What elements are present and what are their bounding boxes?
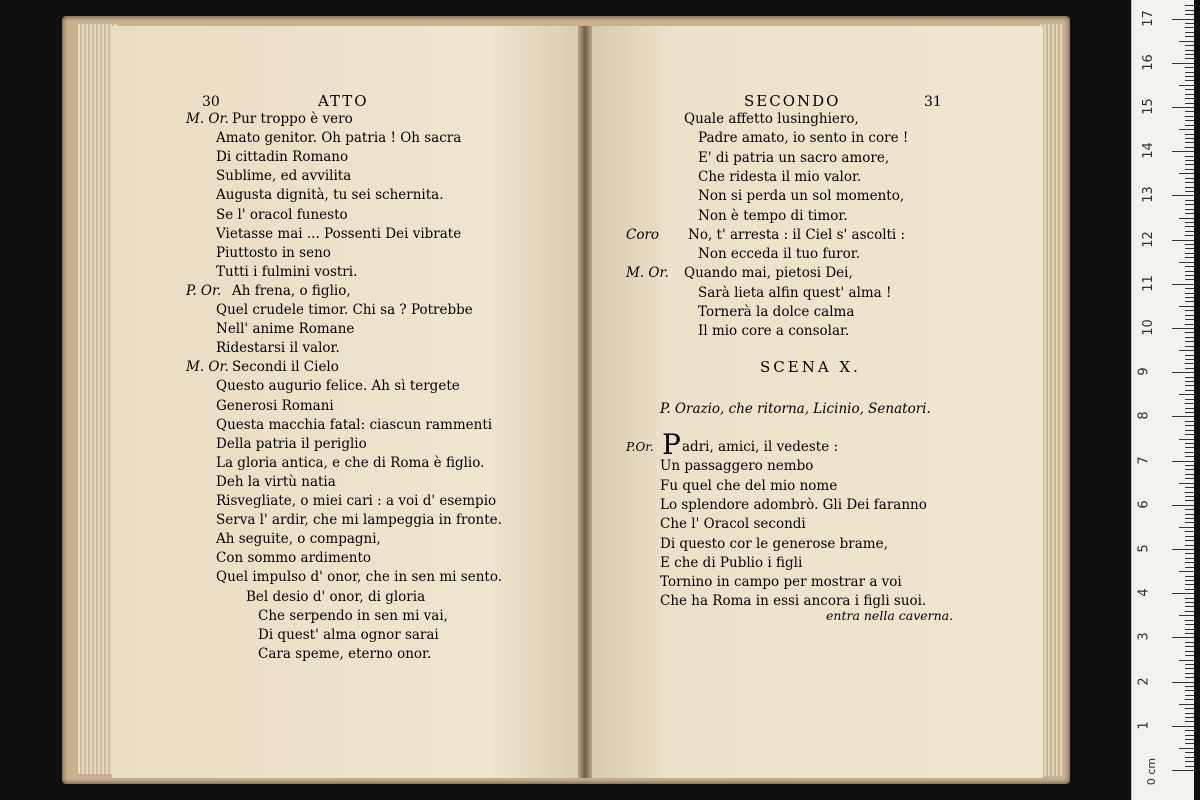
ruler-tick [1185,522,1194,523]
ruler-tick [1179,41,1194,42]
verse-line: Non si perda un sol momento, [698,188,905,205]
ruler-tick [1185,257,1194,258]
ruler-tick [1185,487,1194,488]
ruler-tick [1185,332,1194,333]
ruler-tick [1185,686,1194,687]
page-edges-right [1040,24,1064,776]
ruler-tick [1185,390,1194,391]
ruler-tick [1179,748,1194,749]
ruler-tick [1185,425,1194,426]
ruler-tick [1172,240,1194,241]
ruler-tick [1172,770,1194,771]
verse-line: Della patria il periglio [216,435,367,452]
verse-line: Nell' anime Romane [216,321,355,338]
verse-line: Serva l' ardir, che mi lampeggia in fronte. [216,512,502,529]
ruler-tick [1185,368,1194,369]
ruler-tick [1185,67,1194,68]
ruler-tick [1185,699,1194,700]
ruler-tick [1185,752,1194,753]
ruler-tick [1185,36,1194,37]
ruler-tick [1185,708,1194,709]
ruler-tick [1185,518,1194,519]
ruler-tick [1185,430,1194,431]
ruler-tick [1172,195,1194,196]
verse-line: Ridestarsi il valor. [216,340,340,357]
verse-line: Vietasse mai ... Possenti Dei vibrate [216,225,462,242]
ruler-tick [1185,120,1194,121]
ruler-tick [1185,111,1194,112]
verse-line: Che ha Roma in essi ancora i figli suoi. [660,593,927,610]
ruler-tick [1185,381,1194,382]
ruler-number: 4 [1136,588,1152,597]
ruler-tick [1185,182,1194,183]
ruler-tick [1185,23,1194,24]
verse-line: Generosi Romani [216,397,334,414]
ruler-tick [1172,726,1194,727]
verse-line: Fu quel che del mio nome [660,477,838,494]
ruler-tick [1185,359,1194,360]
ruler-tick [1179,439,1194,440]
ruler-tick [1185,58,1194,59]
ruler-tick [1185,421,1194,422]
ruler-number: 2 [1136,676,1152,686]
verse-line: Risvegliate, o miei cari : a voi d' esempio [216,493,497,509]
ruler-tick [1185,200,1194,201]
ruler-tick [1185,50,1194,51]
ruler-tick [1185,279,1194,280]
verse-line: E' di patria un sacro amore, [698,149,890,166]
ruler-tick [1185,589,1194,590]
ruler-tick [1172,505,1194,506]
verse-line: Sublime, ed avvilita [216,168,352,185]
ruler-number: 14 [1140,142,1156,159]
ruler-tick [1185,315,1194,316]
ruler-tick [1185,452,1194,453]
speaker-label: M. Or. [186,111,229,127]
ruler-tick [1185,492,1194,493]
ruler-tick [1185,235,1194,236]
ruler-tick [1185,191,1194,192]
ruler-tick [1185,138,1194,139]
ruler-tick [1179,306,1194,307]
ruler-unit-label: 0 cm [1145,757,1159,786]
ruler-tick [1185,721,1194,722]
speaker-label: P. Or. [186,282,222,299]
ruler-number: 3 [1136,632,1152,642]
verse-line: Di cittadin Romano [216,149,349,166]
speaker-label: M. Or. [186,359,229,376]
ruler-tick [1185,739,1194,740]
ruler-tick [1185,310,1194,311]
verse-line: Ah seguite, o compagni, [216,531,381,548]
ruler-tick [1185,253,1194,254]
verse-line: Il mio core a consolar. [698,323,850,340]
ruler-tick [1185,531,1194,532]
ruler-tick [1172,151,1194,152]
running-head-right: SECONDO [744,92,841,110]
drop-capital: P [662,428,681,461]
ruler-number: 5 [1136,544,1152,553]
book-gutter [578,26,592,778]
verse-line: Deh la virtù natia [216,473,336,490]
ruler-tick [1185,178,1194,179]
ruler-number: 15 [1140,98,1156,115]
ruler-tick [1185,434,1194,435]
ruler-tick [1185,10,1194,11]
ruler-tick [1172,682,1194,683]
ruler-tick [1185,500,1194,501]
ruler-tick [1185,624,1194,625]
verse-line: No, t' arresta : il Ciel s' ascolti : [688,226,906,243]
ruler-tick [1185,14,1194,15]
ruler-tick [1185,293,1194,294]
ruler-tick [1185,5,1194,6]
ruler-tick [1185,98,1194,99]
scene-title: SCENA X. [760,358,861,376]
ruler-tick [1185,142,1194,143]
ruler-tick [1185,266,1194,267]
ruler-tick [1185,620,1194,621]
verse-line: Se l' oracol funesto [216,206,348,223]
ruler-tick [1185,509,1194,510]
ruler-tick [1185,540,1194,541]
ruler-tick [1185,576,1194,577]
ruler-tick [1185,324,1194,325]
verse-line: Questa macchia fatal: ciascun rammenti [216,416,493,433]
ruler-tick [1185,222,1194,223]
ruler-number: 12 [1140,230,1156,248]
running-head-left: ATTO [318,92,369,110]
ruler-number: 8 [1136,411,1152,421]
ruler-tick [1185,743,1194,744]
ruler-tick [1172,416,1194,417]
ruler-tick [1185,204,1194,205]
ruler-tick [1185,717,1194,718]
ruler-number: 16 [1140,54,1156,71]
ruler-tick [1185,584,1194,585]
ruler-tick [1185,757,1194,758]
ruler-tick [1185,474,1194,475]
ruler-tick [1185,668,1194,669]
ruler-number: 11 [1140,275,1156,292]
ruler-tick [1185,226,1194,227]
verse-line: Padre amato, io sento in core ! [698,130,909,147]
ruler-tick [1185,187,1194,188]
page-number-right: 31 [924,94,942,110]
ruler-tick [1185,403,1194,404]
verse-line: Sarà lieta alfin quest' alma ! [698,284,892,301]
verse-line: Un passaggero nembo [660,458,814,475]
ruler-tick [1185,412,1194,413]
verse-line: Che ridesta il mio valor. [698,168,862,185]
ruler-tick [1179,483,1194,484]
ruler-number: 9 [1136,367,1152,376]
verse-line: adri, amici, il vedeste : [682,439,839,455]
ruler-tick [1172,107,1194,108]
ruler-tick [1185,761,1194,762]
verse-line: Quel impulso d' onor, che in sen mi sento. [216,569,502,586]
ruler-tick [1185,164,1194,165]
ruler-tick [1185,94,1194,95]
ruler-tick [1185,465,1194,466]
verse-line: Tornerà la dolce calma [698,304,855,320]
ruler-tick [1185,730,1194,731]
ruler-tick [1185,545,1194,546]
ruler-tick [1185,562,1194,563]
ruler-tick [1185,456,1194,457]
ruler-tick [1179,571,1194,572]
ruler-tick [1179,704,1194,705]
ruler-tick [1185,244,1194,245]
ruler-tick [1185,271,1194,272]
ruler-tick [1172,328,1194,329]
ruler-tick [1172,63,1194,64]
ruler-tick [1185,209,1194,210]
ruler-tick [1179,527,1194,528]
verse-line: Questo augurio felice. Ah sì tergete [216,378,460,395]
verse-line: Con sommo ardimento [216,550,372,567]
speaker-label: M. Or. [626,265,669,282]
ruler-tick [1185,664,1194,665]
ruler-number: 7 [1136,455,1152,465]
ruler-tick [1185,629,1194,630]
ruler-tick [1172,637,1194,638]
ruler-tick [1185,288,1194,289]
ruler-tick [1179,85,1194,86]
ruler-tick [1185,134,1194,135]
verse-line: Di questo cor le generose brame, [660,535,888,552]
verse-line: Che l' Oracol secondi [660,516,806,533]
verse-line: Non ecceda il tuo furor. [698,246,861,263]
ruler-tick [1185,713,1194,714]
ruler-tick [1185,76,1194,77]
verse-line: Che serpendo in sen mi vai, [258,607,448,624]
ruler-tick [1185,651,1194,652]
speaker-label: Coro [626,226,660,243]
ruler-tick [1185,125,1194,126]
ruler-tick [1185,598,1194,599]
ruler-tick [1185,602,1194,603]
ruler-tick [1185,27,1194,28]
ruler-tick [1185,677,1194,678]
ruler-tick [1179,660,1194,661]
verse-line: Piuttosto in seno [216,244,331,261]
ruler-tick [1185,469,1194,470]
ruler-tick [1179,615,1194,616]
ruler-tick [1185,377,1194,378]
ruler-tick [1185,103,1194,104]
verse-line: Quale affetto lusinghiero, [684,111,859,127]
verse-line: Secondi il Cielo [232,359,339,376]
ruler-tick [1185,606,1194,607]
verse-line: Tutti i fulmini vostri. [216,263,358,280]
ruler-number: 13 [1140,186,1156,204]
ruler-tick [1185,301,1194,302]
ruler-tick [1185,443,1194,444]
ruler-tick [1179,350,1194,351]
ruler-tick [1185,536,1194,537]
ruler-tick [1185,337,1194,338]
ruler-tick [1185,553,1194,554]
ruler-tick [1185,766,1194,767]
ruler-tick [1172,593,1194,594]
ruler-tick [1185,213,1194,214]
ruler-tick [1185,363,1194,364]
ruler-tick [1185,297,1194,298]
verse-line: Quel crudele timor. Chi sa ? Potrebbe [216,302,473,318]
verse-line: Pur troppo è vero [232,111,353,127]
ruler-tick [1185,496,1194,497]
ruler-tick [1185,735,1194,736]
ruler-tick [1172,372,1194,373]
ruler-tick [1185,45,1194,46]
ruler-tick [1185,580,1194,581]
ruler-tick [1185,399,1194,400]
ruler-tick [1185,160,1194,161]
ruler-tick [1185,478,1194,479]
verse-line: E che di Publio i figli [660,554,803,571]
verse-line: Bel desio d' onor, di gloria [246,588,426,605]
ruler-tick [1172,461,1194,462]
ruler-tick [1185,558,1194,559]
ruler-tick [1185,156,1194,157]
ruler-tick [1185,80,1194,81]
ruler-tick [1185,633,1194,634]
verse-line: La gloria antica, e che di Roma è figlio. [216,454,485,471]
verse-line: Tornino in campo per mostrar a voi [660,574,902,591]
ruler-tick [1185,319,1194,320]
ruler-tick [1185,147,1194,148]
ruler-tick [1172,284,1194,285]
ruler-tick [1185,169,1194,170]
verse-line: Quando mai, pietosi Dei, [684,265,853,282]
ruler-tick [1185,611,1194,612]
ruler-tick [1172,19,1194,20]
ruler-tick [1185,355,1194,356]
ruler-number: 10 [1140,319,1156,336]
ruler-tick [1179,394,1194,395]
ruler-tick [1185,646,1194,647]
ruler-tick [1179,218,1194,219]
ruler-tick [1185,275,1194,276]
ruler-tick [1179,129,1194,130]
ruler-tick [1185,341,1194,342]
ruler-tick [1185,346,1194,347]
ruler-number: 17 [1140,9,1156,27]
verse-line: Augusta dignità, tu sei schernita. [216,187,444,204]
ruler-tick [1185,567,1194,568]
stage-direction: P. Orazio, che ritorna, Licinio, Senatori. [660,401,931,417]
verse-line: Lo splendore adombrò. Gli Dei faranno [660,496,927,513]
verse-line: Ah frena, o figlio, [232,282,351,299]
ruler-tick [1185,642,1194,643]
ruler-tick [1179,262,1194,263]
ruler-tick [1172,549,1194,550]
exit-direction: entra nella caverna. [826,608,954,623]
ruler-tick [1185,248,1194,249]
verse-line: Cara speme, eterno onor. [258,645,432,662]
ruler-tick [1185,673,1194,674]
ruler-tick [1185,116,1194,117]
ruler-tick [1185,385,1194,386]
ruler-tick [1179,173,1194,174]
ruler-tick [1185,32,1194,33]
ruler-tick [1185,514,1194,515]
ruler-tick [1185,231,1194,232]
ruler-tick [1185,54,1194,55]
ruler-tick [1185,655,1194,656]
ruler-tick [1185,695,1194,696]
verse-line: Amato genitor. Oh patria ! Oh sacra [216,130,462,147]
speaker-label: P.Or. [626,440,654,454]
ruler-tick [1185,89,1194,90]
measuring-ruler [1131,0,1194,800]
ruler-number: 1 [1136,721,1152,730]
ruler-tick [1185,72,1194,73]
verse-line: Di quest' alma ognor sarai [258,626,439,643]
verse-line: Non è tempo di timor. [698,207,848,224]
ruler-number: 6 [1136,500,1152,509]
ruler-tick [1185,408,1194,409]
ruler-tick [1185,690,1194,691]
page-number-left: 30 [202,94,220,110]
ruler-tick [1185,447,1194,448]
